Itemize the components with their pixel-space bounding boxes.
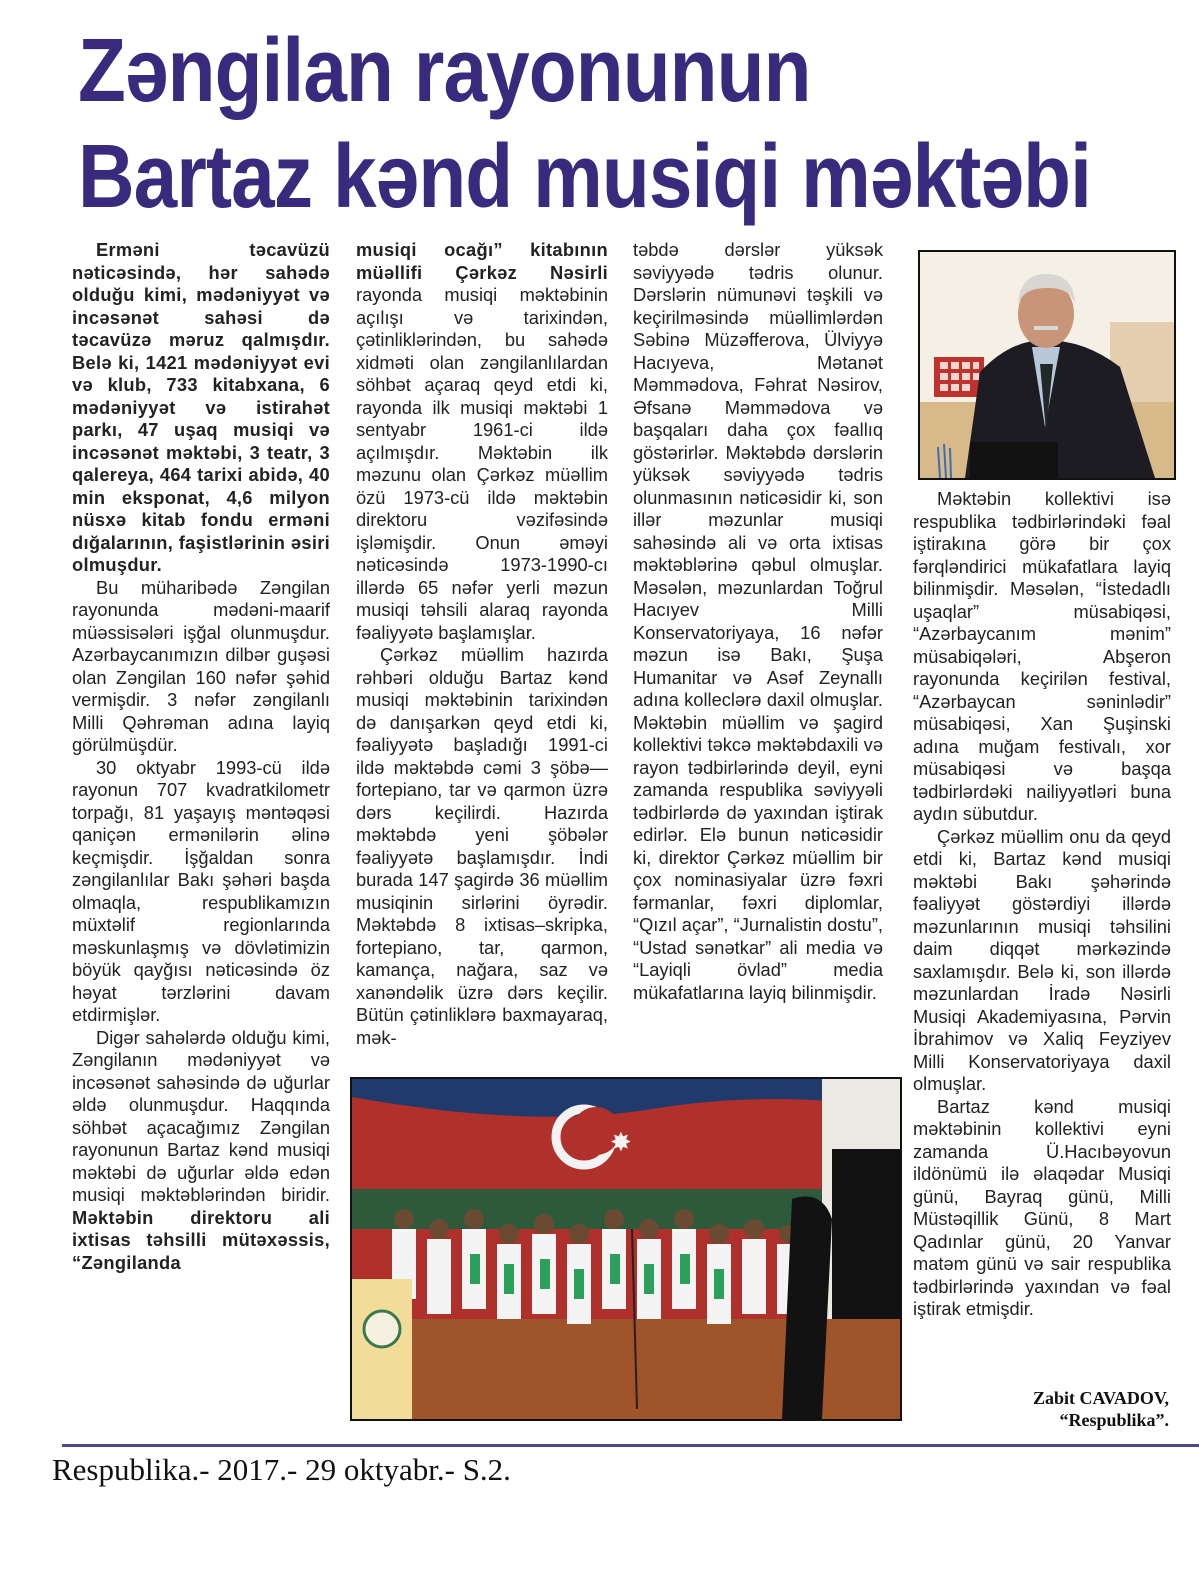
headline bbox=[78, 18, 1091, 230]
lead-paragraph: Erməni təcavüzü nəticəsində, hər sahədə olduğu kimi, mədəniyyət və incəsənət sahəsi də təcavüzə məruz qalmışdır. Belə ki, 1421 mədəniyyət evi və klub, 733 kitabxana, 6 mədəniyyət və istirahət parkı, 47 uşaq musiqi və incəsənət məktəbi, 3 teatr, 3 qalereya, 464 tarixi abidə, 40 min eksponat, 4,6 milyon nüsxə kitab fondu erməni dığalarının, faşistlərinin əsiri olmuşdur. bbox=[72, 239, 330, 575]
choir-illustration bbox=[352, 1079, 900, 1419]
headline-line-2: Bartaz kənd musiqi məktəbi bbox=[78, 127, 1091, 227]
article-column-3 bbox=[633, 239, 883, 1004]
paragraph: Bu müharibədə Zəngilan rayonunda mədəni-maarif müəssisələri işğal olunmuşdur. Azərbaycanımızın dilbər guşəsi olan Zəngilan 160 nəfər şəhid vermişdir. 3 nəfər zəngilanlı Milli Qəhrəman adına layiq görülmüşdür. bbox=[72, 576, 330, 755]
paragraph-text: Digər sahələrdə olduğu kimi, Zəngilanın mədəniyyət və incəsənət sahəsində də uğurlar əldə olunmuşdur. Haqqında söhbət açacağımız Zəngilan rayonunun Bartaz kənd musiqi məktəbi də uğurlar əldə edən musiqi məktəblərindən biridir. bbox=[72, 1026, 330, 1205]
paragraph bbox=[72, 1027, 330, 1275]
publication-name: “Respublika”. bbox=[1059, 1410, 1169, 1430]
author-name: Zabit CAVADOV, bbox=[1032, 1388, 1169, 1408]
portrait-illustration bbox=[920, 252, 1174, 478]
portrait-photo bbox=[918, 250, 1176, 480]
paragraph: təbdə dərslər yüksək səviyyədə tədris olunur. Dərslərin nümunəvi təşkili və keçirilməsində müəllimlərdən Səbinə Müzəfferova, Ülviyyə Hacıyeva, Mətanət Məmmədova, Fəhrat Nəsirov, Əfsanə Məmmədova və başqaları daha çox fəallıq göstərirlər. Məktəbdə dərslərin yüksək səviyyədə tədris olunmasının nəticəsidir ki, son illər məzunlar musiqi sahəsində ali və orta ixtisas məktəblərinə qəbul olmuşlar. Məsələn, məzunlardan Toğrul Hacıyev Milli Konservatoriyaya, 16 nəfər məzun isə Bakı, Şuşa Humanitar və Asəf Zeynallı adına kolleclərə daxil olmuşlar. Məktəbin müəllim və şagird kollektivi təkcə məktəbdaxili və rayon tədbirlərində deyil, eyni zamanda respublika səviyyəli tədbirlərdə də yaxından iştirak edirlər. Elə bunun nəticəsidir ki, direktor Çərkəz müəllim bir çox nominasiyalar üzrə fəxri fərmanlar, fəxri diplomlar, “Qızıl açar”, “Jurnalistin dostu”, “Ustad sənətkar” ali media və “Layiqli övlad” media mükafatlarına layiq bilinmişdir. bbox=[633, 239, 883, 1003]
source-citation: Respublika.- 2017.- 29 oktyabr.- S.2. bbox=[52, 1452, 511, 1487]
article-column-2 bbox=[356, 239, 608, 1049]
headline-line-1: Zəngilan rayonunun bbox=[78, 21, 811, 121]
paragraph: Məktəbin kollektivi isə respublika tədbirlərindəki fəal iştirakına görə bir çox fərqləndirici mükafatlara layiq bilinmişdir. Məsələn, “İstedadlı uşaqlar” müsabiqəsi, “Azərbaycanım mənim” müsabiqələri, Abşeron rayonunda keçirilən festival, “Azərbaycan səninlədir” müsabiqəsi, Xan Şuşinski adına muğam festivalı, xor müsabiqəsi və başqa tədbirlərdəki nailiyyətləri buna aydın sübutdur. bbox=[913, 488, 1171, 824]
paragraph: Bartaz kənd musiqi məktəbinin kollektivi eyni zamanda Ü.Hacıbəyovun ildönümü ilə əlaqədar Musiqi günü, Bayraq günü, Milli Müstəqillik Günü, 8 Mart Qadınlar günü, 20 Yanvar matəm günü və sair respublika tədbirlərində yaxından və fəal iştirak etmişdir. bbox=[913, 1095, 1171, 1319]
bold-text: musiqi ocağı” kitabının müəllifi Çərkəz Nəsirli bbox=[356, 239, 608, 283]
article-column-4 bbox=[913, 488, 1171, 1321]
paragraph: Çərkəz müəllim onu da qeyd etdi ki, Bartaz kənd musiqi məktəbi Bakı şəhərində fəaliyyət göstərdiyi illərdə məzunlarının musiqi təhsilini daim diqqət mərkəzində saxlamışdır. Belə ki, son illərdə məzunlardan İradə Nəsirli Musiqi Akademiyasına, Pərvin İbrahimov və Xaliq Feyziyev Milli Konservatoriyaya daxil olmuşlar. bbox=[913, 825, 1171, 1094]
paragraph bbox=[356, 239, 608, 644]
svg-text:✸: ✸ bbox=[610, 1128, 632, 1158]
paragraph-text: rayonda musiqi məktəbinin açılışı və tarixindən, çətinliklərindən, bu sahədə xidməti olan zəngilanlılardan söhbət açaraq qeyd etdi ki, rayonda ilk musiqi məktəbi 1 sentyabr 1961-ci ildə açılmışdır. Məktəbin ilk məzunu olan Çərkəz müəllim özü 1973-cü ildə məktəbin direktoru vəzifəsində işləmişdir. Onun əməyi nəticəsində 1973-1990-cı illərdə 65 nəfər yerli məzun musiqi təhsili alaraq rayonda fəaliyyətə başlamışlar. bbox=[356, 284, 608, 643]
paragraph: 30 oktyabr 1993-cü ildə rayonun 707 kvadratkilometr torpağı, 81 yaşayış məntəqəsi qaniçən ermənilərin əlinə keçmişdir. İşğaldan sonra zəngilanlılar Bakı şəhəri başda olmaqla, respublikamızın müxtəlif regionlarında məskunlaşmış və dövlətimizin böyük qayğısı nəticəsində öz həyat tərzlərini davam etdirmişlər. bbox=[72, 756, 330, 1025]
choir-photo bbox=[350, 1077, 902, 1421]
footer-divider bbox=[62, 1444, 1199, 1447]
bold-text: Məktəbin direktoru ali ixtisas təhsilli mütəxəssis, “Zəngilanda bbox=[72, 1206, 330, 1273]
article-column-1 bbox=[72, 239, 330, 1274]
paragraph: Çərkəz müəllim hazırda rəhbəri olduğu Bartaz kənd musiqi məktəbinin tarixindən də danışarkən qeyd etdi ki, fəaliyyətə başladığı 1991-ci ildə məktəbdə cəmi 3 şöbə—fortepiano, tar və qarmon üzrə dərs keçilirdi. Hazırda məktəbdə yeni şöbələr fəaliyyətə başlamışdır. İndi burada 147 şagirdə 36 müəllim musiqinin sirlərini öyrədir. Məktəbdə 8 ixtisas–skripka, fortepiano, tar, qarmon, kamança, nağara, saz və xanəndəlik üzrə dərs keçilir. Bütün çətinliklərə baxmayaraq, mək- bbox=[356, 644, 608, 1048]
byline bbox=[1033, 1387, 1169, 1431]
